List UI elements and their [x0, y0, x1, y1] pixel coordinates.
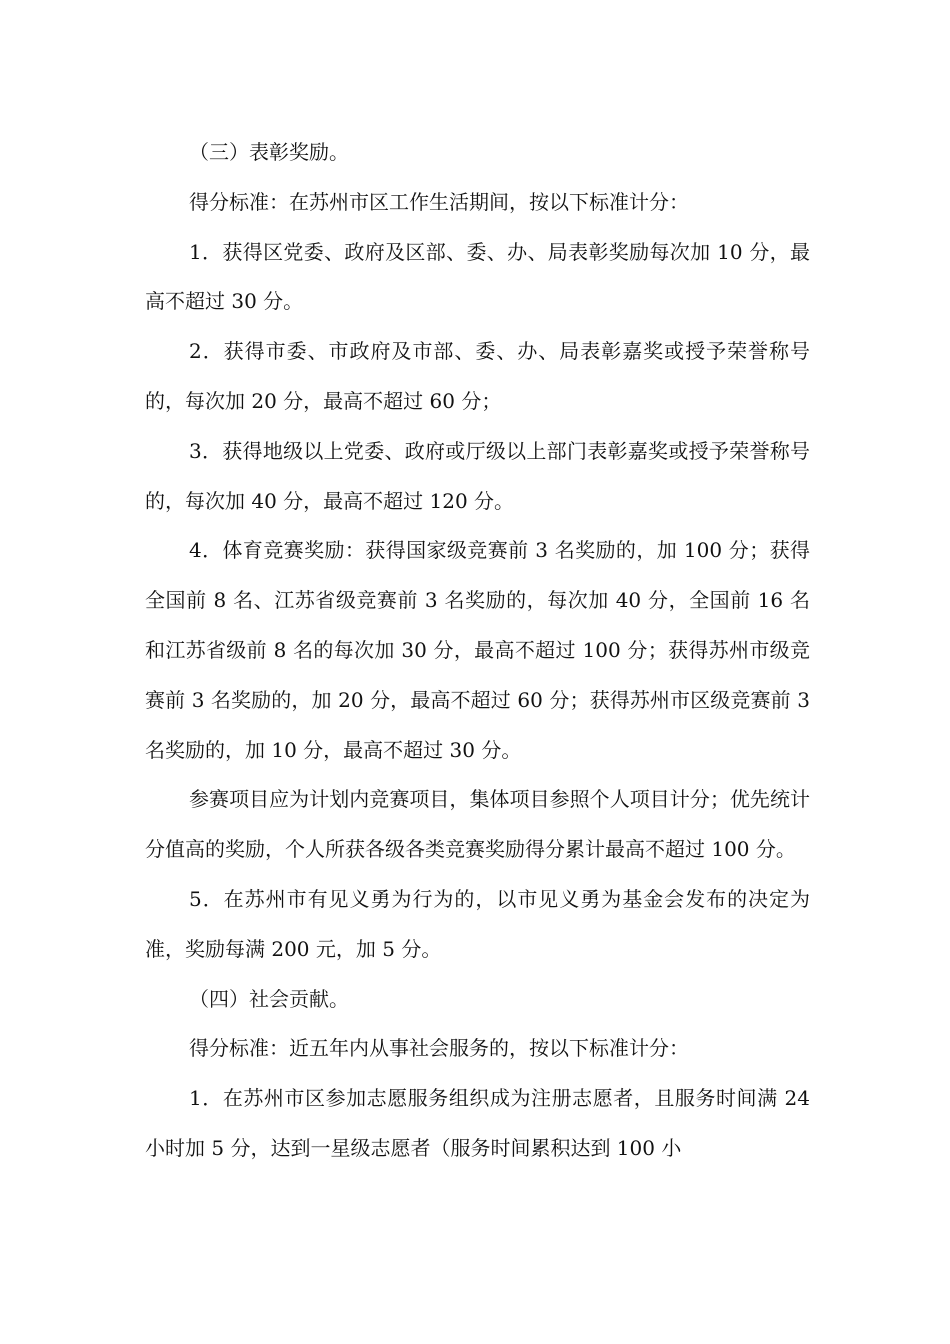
section-heading-commendation: （三）表彰奖励。 [189, 140, 349, 164]
section-heading-social-contribution: （四）社会贡献。 [189, 986, 349, 1011]
paragraph: 2．获得市委、市政府及市部、委、办、局表彰嘉奖或授予荣誉称号的，每次加 20 分，最高不超过 60 分； [145, 339, 810, 413]
paragraph: 得分标准：在苏州市区工作生活期间，按以下标准计分： [189, 189, 689, 214]
paragraph: 3．获得地级以上党委、政府或厅级以上部门表彰嘉奖或授予荣誉称号的，每次加 40 分，最高不超过 120 分。 [145, 438, 810, 513]
paragraph: 1．在苏州市区参加志愿服务组织成为注册志愿者，且服务时间满 24 小时加 5 分，达到一星级志愿者（服务时间累积达到 100 小 [145, 1086, 810, 1160]
paragraph: 1．获得区党委、政府及区部、委、办、局表彰奖励每次加 10 分，最高不超过 30 分。 [145, 239, 810, 314]
paragraph: 5．在苏州市有见义勇为行为的，以市见义勇为基金会发布的决定为准，奖励每满 200 元，加 5 分。 [145, 886, 810, 961]
paragraph: 参赛项目应为计划内竞赛项目，集体项目参照个人项目计分；优先统计分值高的奖励，个人所获各级各类竞赛奖励得分累计最高不超过 100 分。 [145, 787, 810, 862]
paragraph: 4．体育竞赛奖励：获得国家级竞赛前 3 名奖励的，加 100 分；获得全国前 8 名、江苏省级竞赛前 3 名奖励的，每次加 40 分，全国前 16 名和江苏省级前 8 名的每次加 30 分，最高不超过 100 分；获得苏州市级竞赛前 3 名奖励的，加 20 分，最高不超过 60 分；获得苏州市区级竞赛前 3 名奖励的，加 10 分，最高不超过 30 分。 [145, 538, 810, 762]
paragraph: 得分标准：近五年内从事社会服务的，按以下标准计分： [189, 1036, 689, 1061]
document-body [145, 128, 810, 1174]
